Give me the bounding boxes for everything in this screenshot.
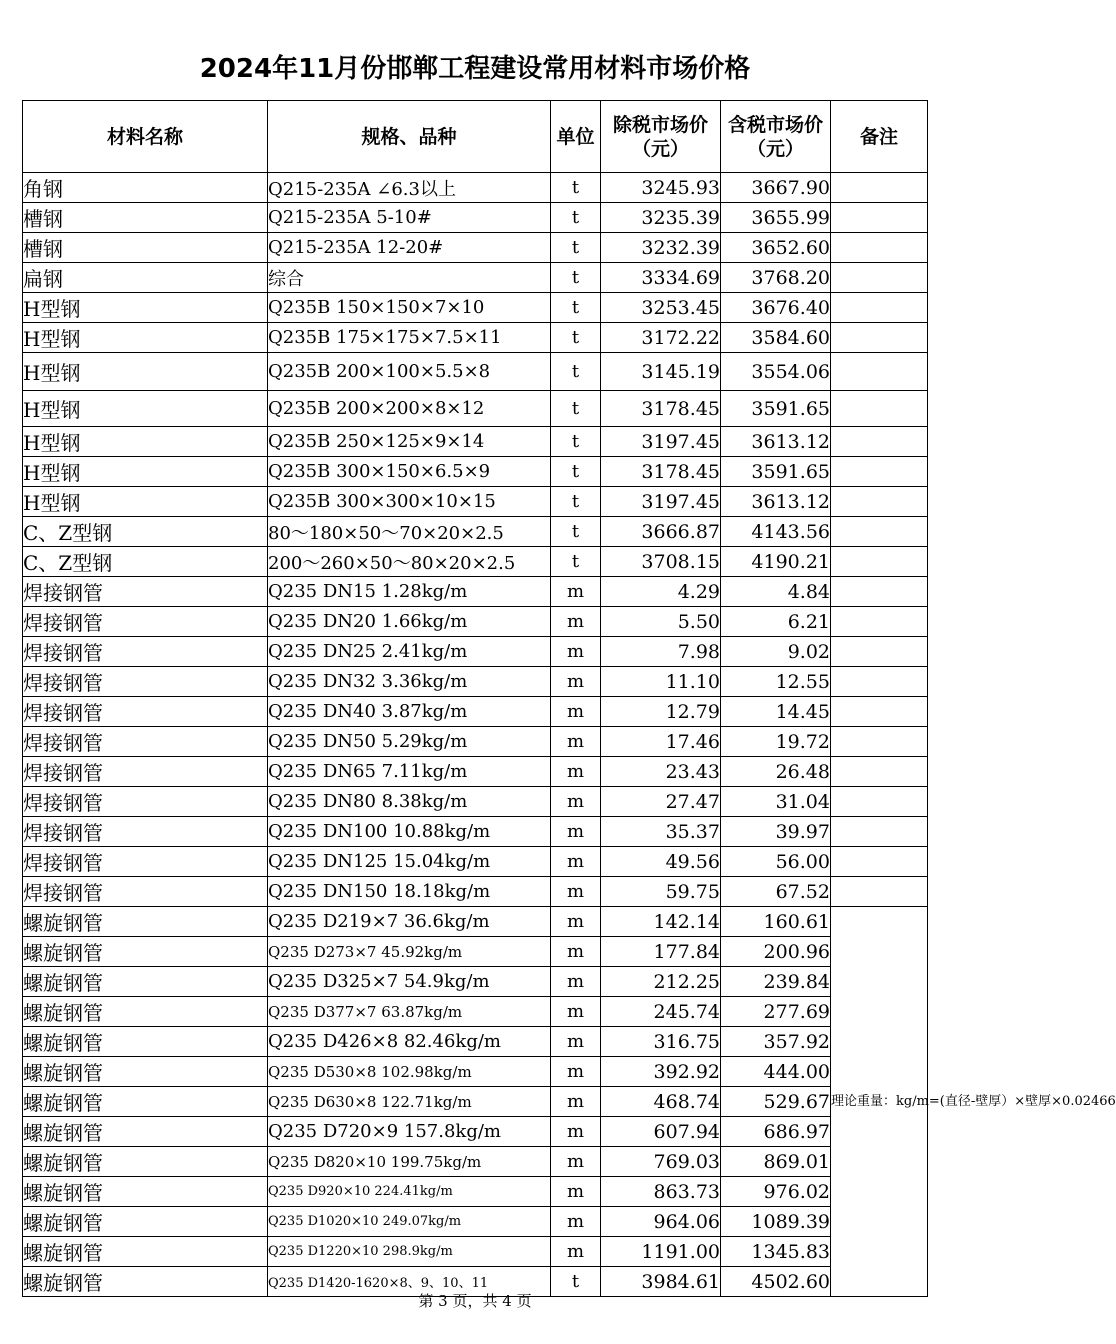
spec-cell: Q235 DN125 15.04kg/m <box>268 847 551 877</box>
spec-cell: Q235 D630×8 122.71kg/m <box>268 1087 551 1117</box>
spec-cell: Q235B 300×150×6.5×9 <box>268 457 551 487</box>
spec-cell: Q235 DN40 3.87kg/m <box>268 697 551 727</box>
unit-cell: t <box>551 487 601 517</box>
unit-cell: t <box>551 233 601 263</box>
table-row <box>23 427 928 457</box>
price-in-tax-cell: 26.48 <box>721 757 831 787</box>
unit-cell: m <box>551 787 601 817</box>
unit-cell: t <box>551 353 601 391</box>
price-in-tax-cell: 39.97 <box>721 817 831 847</box>
price-in-tax-cell: 976.02 <box>721 1177 831 1207</box>
note-cell <box>831 323 928 353</box>
table-row <box>23 1207 928 1237</box>
note-cell <box>831 697 928 727</box>
price-in-tax-cell: 3676.40 <box>721 293 831 323</box>
spec-cell: Q235 D530×8 102.98kg/m <box>268 1057 551 1087</box>
price-in-tax-cell: 4143.56 <box>721 517 831 547</box>
table-row <box>23 173 928 203</box>
material-name-cell: H型钢 <box>23 353 268 391</box>
material-name-cell: H型钢 <box>23 427 268 457</box>
price-in-tax-cell: 31.04 <box>721 787 831 817</box>
price-in-tax-cell: 19.72 <box>721 727 831 757</box>
price-ex-tax-cell: 11.10 <box>601 667 721 697</box>
spec-cell: Q235 D325×7 54.9kg/m <box>268 967 551 997</box>
price-in-tax-cell: 686.97 <box>721 1117 831 1147</box>
price-in-tax-cell: 4502.60 <box>721 1267 831 1297</box>
note-cell <box>831 203 928 233</box>
table-row <box>23 1027 928 1057</box>
table-row <box>23 787 928 817</box>
note-cell <box>831 757 928 787</box>
price-in-tax-cell: 3667.90 <box>721 173 831 203</box>
price-ex-tax-cell: 3172.22 <box>601 323 721 353</box>
unit-cell: m <box>551 697 601 727</box>
table-row <box>23 323 928 353</box>
price-in-tax-cell: 1345.83 <box>721 1237 831 1267</box>
note-cell <box>831 173 928 203</box>
table-row <box>23 457 928 487</box>
unit-cell: t <box>551 323 601 353</box>
table-row <box>23 1147 928 1177</box>
spec-cell: Q235 DN65 7.11kg/m <box>268 757 551 787</box>
material-name-cell: 角钢 <box>23 173 268 203</box>
table-row <box>23 1237 928 1267</box>
note-cell <box>831 787 928 817</box>
table-row <box>23 577 928 607</box>
material-name-cell: H型钢 <box>23 457 268 487</box>
header-material-name: 材料名称 <box>23 101 268 173</box>
table-row <box>23 637 928 667</box>
page-footer: 第 3 页，共 4 页 <box>418 1292 532 1310</box>
price-table <box>22 100 1116 1297</box>
header-spec: 规格、品种 <box>268 101 551 173</box>
note-cell <box>831 391 928 427</box>
note-cell <box>831 847 928 877</box>
price-in-tax-cell: 1089.39 <box>721 1207 831 1237</box>
price-ex-tax-cell: 245.74 <box>601 997 721 1027</box>
material-name-cell: C、Z型钢 <box>23 547 268 577</box>
table-row <box>23 203 928 233</box>
page-title: 2024年11月份邯郸工程建设常用材料市场价格 <box>199 54 751 84</box>
unit-cell: m <box>551 607 601 637</box>
material-name-cell: H型钢 <box>23 487 268 517</box>
table-row <box>23 727 928 757</box>
note-cell <box>831 817 928 847</box>
material-name-cell: 螺旋钢管 <box>23 997 268 1027</box>
table-header-row <box>23 101 928 173</box>
unit-cell: t <box>551 391 601 427</box>
table-row <box>23 1177 928 1207</box>
unit-cell: t <box>551 457 601 487</box>
unit-cell: m <box>551 967 601 997</box>
header-note: 备注 <box>831 101 928 173</box>
price-ex-tax-cell: 212.25 <box>601 967 721 997</box>
spec-cell: Q215-235A 12-20# <box>268 233 551 263</box>
note-cell <box>831 487 928 517</box>
material-name-cell: 螺旋钢管 <box>23 1267 268 1297</box>
price-ex-tax-cell: 607.94 <box>601 1117 721 1147</box>
price-ex-tax-cell: 769.03 <box>601 1147 721 1177</box>
table-row <box>23 517 928 547</box>
unit-cell: t <box>551 517 601 547</box>
spec-cell: Q235 DN80 8.38kg/m <box>268 787 551 817</box>
spec-cell: 综合 <box>268 263 551 293</box>
price-ex-tax-cell: 1191.00 <box>601 1237 721 1267</box>
table-row <box>23 937 928 967</box>
material-name-cell: 焊接钢管 <box>23 607 268 637</box>
spec-cell: Q235 DN32 3.36kg/m <box>268 667 551 697</box>
table-row <box>23 1087 928 1117</box>
price-in-tax-cell: 4190.21 <box>721 547 831 577</box>
material-name-cell: 焊接钢管 <box>23 667 268 697</box>
unit-cell: t <box>551 427 601 457</box>
unit-cell: m <box>551 727 601 757</box>
spec-cell: Q235 DN15 1.28kg/m <box>268 577 551 607</box>
price-in-tax-cell: 3655.99 <box>721 203 831 233</box>
price-in-tax-cell: 3584.60 <box>721 323 831 353</box>
price-in-tax-cell: 14.45 <box>721 697 831 727</box>
material-name-cell: 焊接钢管 <box>23 877 268 907</box>
price-ex-tax-cell: 964.06 <box>601 1207 721 1237</box>
price-ex-tax-cell: 392.92 <box>601 1057 721 1087</box>
unit-cell: m <box>551 1087 601 1117</box>
spec-cell: Q235B 200×200×8×12 <box>268 391 551 427</box>
unit-cell: m <box>551 937 601 967</box>
note-cell <box>831 427 928 457</box>
material-name-cell: 螺旋钢管 <box>23 907 268 937</box>
unit-cell: m <box>551 997 601 1027</box>
price-ex-tax-cell: 5.50 <box>601 607 721 637</box>
spec-cell: Q235 DN25 2.41kg/m <box>268 637 551 667</box>
unit-cell: m <box>551 877 601 907</box>
price-in-tax-cell: 4.84 <box>721 577 831 607</box>
table-row <box>23 1057 928 1087</box>
spec-cell: Q235B 150×150×7×10 <box>268 293 551 323</box>
table-row <box>23 697 928 727</box>
material-name-cell: 槽钢 <box>23 233 268 263</box>
unit-cell: m <box>551 1237 601 1267</box>
header-unit: 单位 <box>551 101 601 173</box>
material-name-cell: C、Z型钢 <box>23 517 268 547</box>
price-ex-tax-cell: 49.56 <box>601 847 721 877</box>
price-in-tax-cell: 277.69 <box>721 997 831 1027</box>
spec-cell: Q235 DN150 18.18kg/m <box>268 877 551 907</box>
price-in-tax-cell: 9.02 <box>721 637 831 667</box>
material-name-cell: H型钢 <box>23 293 268 323</box>
spec-cell: Q235 D1220×10 298.9kg/m <box>268 1237 551 1267</box>
price-ex-tax-cell: 3197.45 <box>601 427 721 457</box>
note-cell <box>831 263 928 293</box>
unit-cell: m <box>551 817 601 847</box>
note-cell <box>831 457 928 487</box>
table-row <box>23 391 928 427</box>
price-ex-tax-cell: 7.98 <box>601 637 721 667</box>
price-ex-tax-cell: 17.46 <box>601 727 721 757</box>
spec-cell: Q235 D219×7 36.6kg/m <box>268 907 551 937</box>
unit-cell: t <box>551 547 601 577</box>
material-name-cell: 螺旋钢管 <box>23 1147 268 1177</box>
note-cell <box>831 353 928 391</box>
note-cell <box>831 667 928 697</box>
spec-cell: Q235B 200×100×5.5×8 <box>268 353 551 391</box>
material-name-cell: 螺旋钢管 <box>23 1207 268 1237</box>
spec-cell: 200～260×50～80×20×2.5 <box>268 547 551 577</box>
price-in-tax-cell: 3613.12 <box>721 427 831 457</box>
table-row <box>23 847 928 877</box>
header-price-ex-tax-line1: 除税市场价 <box>612 113 708 136</box>
unit-cell: m <box>551 907 601 937</box>
material-name-cell: H型钢 <box>23 323 268 353</box>
price-in-tax-cell: 3613.12 <box>721 487 831 517</box>
price-ex-tax-cell: 3984.61 <box>601 1267 721 1297</box>
spec-cell: Q235B 250×125×9×14 <box>268 427 551 457</box>
spec-cell: Q235 DN20 1.66kg/m <box>268 607 551 637</box>
unit-cell: m <box>551 1177 601 1207</box>
table-row <box>23 353 928 391</box>
price-in-tax-cell: 357.92 <box>721 1027 831 1057</box>
material-name-cell: 焊接钢管 <box>23 727 268 757</box>
material-name-cell: 螺旋钢管 <box>23 1027 268 1057</box>
material-name-cell: 焊接钢管 <box>23 637 268 667</box>
header-price-ex-tax <box>601 101 721 173</box>
merged-note-cell: 理论重量：kg/m=(直径-壁厚）×壁厚×0.02466 <box>831 907 928 1297</box>
material-name-cell: 螺旋钢管 <box>23 1087 268 1117</box>
price-in-tax-cell: 67.52 <box>721 877 831 907</box>
price-ex-tax-cell: 316.75 <box>601 1027 721 1057</box>
header-price-in-tax <box>721 101 831 173</box>
note-cell <box>831 607 928 637</box>
table-row <box>23 233 928 263</box>
spec-cell: Q235B 175×175×7.5×11 <box>268 323 551 353</box>
price-ex-tax-cell: 3708.15 <box>601 547 721 577</box>
note-cell <box>831 293 928 323</box>
material-name-cell: 焊接钢管 <box>23 577 268 607</box>
unit-cell: t <box>551 293 601 323</box>
material-name-cell: 焊接钢管 <box>23 697 268 727</box>
price-in-tax-cell: 200.96 <box>721 937 831 967</box>
unit-cell: m <box>551 1057 601 1087</box>
spec-cell: Q235 DN100 10.88kg/m <box>268 817 551 847</box>
spec-cell: Q235 D1020×10 249.07kg/m <box>268 1207 551 1237</box>
price-ex-tax-cell: 59.75 <box>601 877 721 907</box>
table-row <box>23 1117 928 1147</box>
table-row <box>23 547 928 577</box>
unit-cell: t <box>551 263 601 293</box>
price-in-tax-cell: 160.61 <box>721 907 831 937</box>
price-ex-tax-cell: 3245.93 <box>601 173 721 203</box>
unit-cell: m <box>551 1027 601 1057</box>
price-ex-tax-cell: 863.73 <box>601 1177 721 1207</box>
price-in-tax-cell: 529.67 <box>721 1087 831 1117</box>
price-ex-tax-cell: 3197.45 <box>601 487 721 517</box>
spec-cell: Q235 D273×7 45.92kg/m <box>268 937 551 967</box>
spec-cell: Q215-235A 5-10# <box>268 203 551 233</box>
spec-cell: Q235B 300×300×10×15 <box>268 487 551 517</box>
price-ex-tax-cell: 468.74 <box>601 1087 721 1117</box>
table-row <box>23 263 928 293</box>
material-name-cell: 焊接钢管 <box>23 787 268 817</box>
unit-cell: m <box>551 637 601 667</box>
spec-cell: Q235 D426×8 82.46kg/m <box>268 1027 551 1057</box>
table-row <box>23 967 928 997</box>
note-cell <box>831 727 928 757</box>
table-row <box>23 907 928 937</box>
spec-cell: 80～180×50～70×20×2.5 <box>268 517 551 547</box>
price-in-tax-cell: 3768.20 <box>721 263 831 293</box>
price-ex-tax-cell: 3666.87 <box>601 517 721 547</box>
price-ex-tax-cell: 23.43 <box>601 757 721 787</box>
material-name-cell: 焊接钢管 <box>23 847 268 877</box>
material-name-cell: H型钢 <box>23 391 268 427</box>
header-price-ex-tax-line2: （元） <box>631 137 689 160</box>
material-name-cell: 焊接钢管 <box>23 757 268 787</box>
price-ex-tax-cell: 3178.45 <box>601 391 721 427</box>
table-row <box>23 997 928 1027</box>
header-price-in-tax-line2: （元） <box>746 137 804 160</box>
material-name-cell: 螺旋钢管 <box>23 1177 268 1207</box>
table-row <box>23 817 928 847</box>
unit-cell: t <box>551 1267 601 1297</box>
material-name-cell: 扁钢 <box>23 263 268 293</box>
unit-cell: t <box>551 173 601 203</box>
unit-cell: m <box>551 577 601 607</box>
unit-cell: t <box>551 203 601 233</box>
price-ex-tax-cell: 177.84 <box>601 937 721 967</box>
price-ex-tax-cell: 3178.45 <box>601 457 721 487</box>
spec-cell: Q235 D920×10 224.41kg/m <box>268 1177 551 1207</box>
price-in-tax-cell: 3554.06 <box>721 353 831 391</box>
price-ex-tax-cell: 3232.39 <box>601 233 721 263</box>
unit-cell: m <box>551 1117 601 1147</box>
material-name-cell: 螺旋钢管 <box>23 1237 268 1267</box>
price-in-tax-cell: 869.01 <box>721 1147 831 1177</box>
unit-cell: m <box>551 667 601 697</box>
spec-cell: Q235 D720×9 157.8kg/m <box>268 1117 551 1147</box>
price-ex-tax-cell: 3334.69 <box>601 263 721 293</box>
table-row <box>23 757 928 787</box>
note-cell <box>831 517 928 547</box>
price-in-tax-cell: 3591.65 <box>721 457 831 487</box>
price-ex-tax-cell: 3145.19 <box>601 353 721 391</box>
material-name-cell: 螺旋钢管 <box>23 1057 268 1087</box>
price-ex-tax-cell: 27.47 <box>601 787 721 817</box>
price-in-tax-cell: 3652.60 <box>721 233 831 263</box>
price-ex-tax-cell: 4.29 <box>601 577 721 607</box>
spec-cell: Q215-235A ∠6.3以上 <box>268 173 551 203</box>
price-in-tax-cell: 239.84 <box>721 967 831 997</box>
unit-cell: m <box>551 1147 601 1177</box>
unit-cell: m <box>551 847 601 877</box>
material-name-cell: 螺旋钢管 <box>23 937 268 967</box>
price-ex-tax-cell: 35.37 <box>601 817 721 847</box>
price-in-tax-cell: 12.55 <box>721 667 831 697</box>
table-row <box>23 607 928 637</box>
spec-cell: Q235 D820×10 199.75kg/m <box>268 1147 551 1177</box>
note-cell <box>831 877 928 907</box>
price-in-tax-cell: 56.00 <box>721 847 831 877</box>
note-cell <box>831 637 928 667</box>
unit-cell: m <box>551 1207 601 1237</box>
material-name-cell: 螺旋钢管 <box>23 1117 268 1147</box>
material-name-cell: 螺旋钢管 <box>23 967 268 997</box>
price-ex-tax-cell: 12.79 <box>601 697 721 727</box>
note-cell <box>831 233 928 263</box>
table-row <box>23 293 928 323</box>
material-name-cell: 焊接钢管 <box>23 817 268 847</box>
note-cell <box>831 577 928 607</box>
price-ex-tax-cell: 3253.45 <box>601 293 721 323</box>
unit-cell: m <box>551 757 601 787</box>
material-name-cell: 槽钢 <box>23 203 268 233</box>
note-cell <box>831 547 928 577</box>
price-ex-tax-cell: 142.14 <box>601 907 721 937</box>
spec-cell: Q235 DN50 5.29kg/m <box>268 727 551 757</box>
table-row <box>23 487 928 517</box>
price-in-tax-cell: 3591.65 <box>721 391 831 427</box>
spec-cell: Q235 D377×7 63.87kg/m <box>268 997 551 1027</box>
spec-cell: Q235 D1420-1620×8、9、10、11 <box>268 1267 551 1297</box>
price-ex-tax-cell: 3235.39 <box>601 203 721 233</box>
table-row <box>23 877 928 907</box>
price-in-tax-cell: 6.21 <box>721 607 831 637</box>
header-price-in-tax-line1: 含税市场价 <box>727 113 823 136</box>
price-in-tax-cell: 444.00 <box>721 1057 831 1087</box>
table-row <box>23 667 928 697</box>
